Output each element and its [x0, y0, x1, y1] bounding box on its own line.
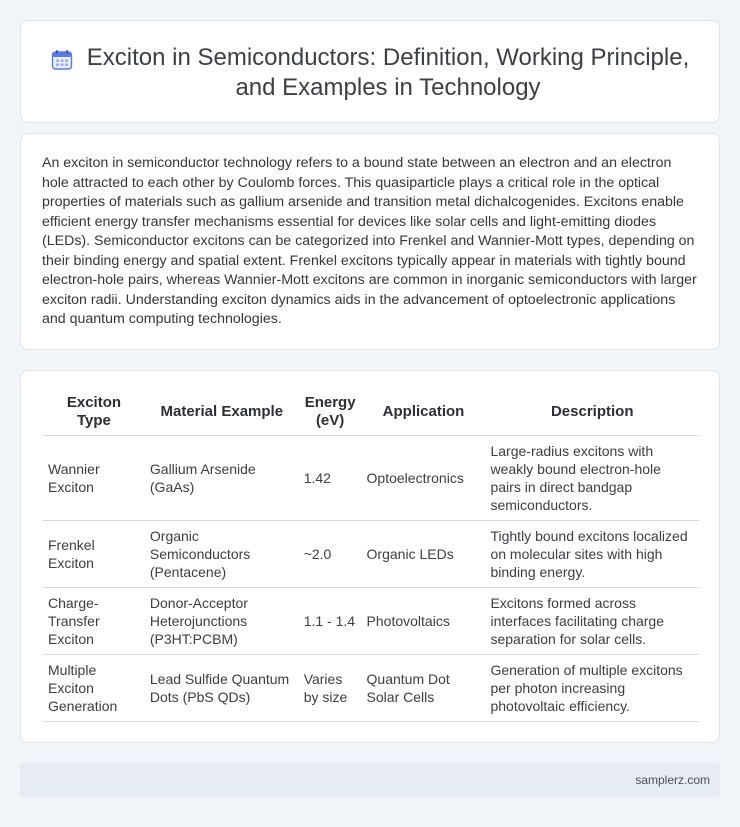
column-header-description: Description — [485, 389, 699, 435]
cell-exciton-type: Multiple Exciton Generation — [43, 654, 145, 721]
table-header-row — [43, 389, 699, 435]
table-row — [43, 520, 699, 587]
exciton-table — [43, 389, 699, 722]
cell-material-example: Gallium Arsenide (GaAs) — [145, 435, 299, 520]
cell-energy: ~2.0 — [299, 520, 362, 587]
cell-energy: Varies by size — [299, 654, 362, 721]
title-card — [20, 20, 720, 123]
cell-description: Tightly bound excitons localized on molecular sites with high binding energy. — [485, 520, 699, 587]
column-header-energy: Energy (eV) — [299, 389, 362, 435]
table-card — [20, 370, 720, 743]
column-header-application: Application — [362, 389, 486, 435]
cell-application: Quantum Dot Solar Cells — [362, 654, 486, 721]
cell-material-example: Lead Sulfide Quantum Dots (PbS QDs) — [145, 654, 299, 721]
cell-material-example: Organic Semiconductors (Pentacene) — [145, 520, 299, 587]
cell-application: Photovoltaics — [362, 587, 486, 654]
footer-site-link[interactable]: samplerz.com — [635, 773, 710, 787]
cell-application: Organic LEDs — [362, 520, 486, 587]
table-row — [43, 654, 699, 721]
footer-bar — [20, 763, 720, 797]
cell-energy: 1.1 - 1.4 — [299, 587, 362, 654]
cell-description: Generation of multiple excitons per photon increasing photovoltaic efficiency. — [485, 654, 699, 721]
intro-paragraph: An exciton in semiconductor technology refers to a bound state between an electron and an electron hole attracted to each other by Coulomb forces. This quasiparticle plays a critical role in the optical properties of materials such as gallium arsenide and transition metal dichalcogenides. Excitons enable efficient energy transfer mechanisms essential for devices like solar cells and light-emitting diodes (LEDs). Semiconductor excitons can be categorized into Frenkel and Wannier-Mott types, depending on their binding energy and spatial extent. Frenkel excitons typically appear in materials with tightly bound electron-hole pairs, whereas Wannier-Mott excitons are common in inorganic semiconductors with larger exciton radii. Understanding exciton dynamics aids in the advancement of optoelectronic applications and quantum computing technologies. — [42, 155, 697, 327]
cell-energy: 1.42 — [299, 435, 362, 520]
cell-description: Large-radius excitons with weakly bound electron-hole pairs in direct bandgap semiconductors. — [485, 435, 699, 520]
cell-exciton-type: Charge-Transfer Exciton — [43, 587, 145, 654]
page-title: Exciton in Semiconductors: Definition, Working Principle, and Examples in Technology — [86, 44, 690, 101]
column-header-material-example: Material Example — [145, 389, 299, 435]
table-row — [43, 435, 699, 520]
cell-exciton-type: Frenkel Exciton — [43, 520, 145, 587]
cell-description: Excitons formed across interfaces facilitating charge separation for solar cells. — [485, 587, 699, 654]
cell-application: Optoelectronics — [362, 435, 486, 520]
cell-exciton-type: Wannier Exciton — [43, 435, 145, 520]
cell-material-example: Donor-Acceptor Heterojunctions (P3HT:PCBM) — [145, 587, 299, 654]
table-row — [43, 587, 699, 654]
column-header-exciton-type: Exciton Type — [43, 389, 145, 435]
intro-card — [20, 133, 720, 350]
